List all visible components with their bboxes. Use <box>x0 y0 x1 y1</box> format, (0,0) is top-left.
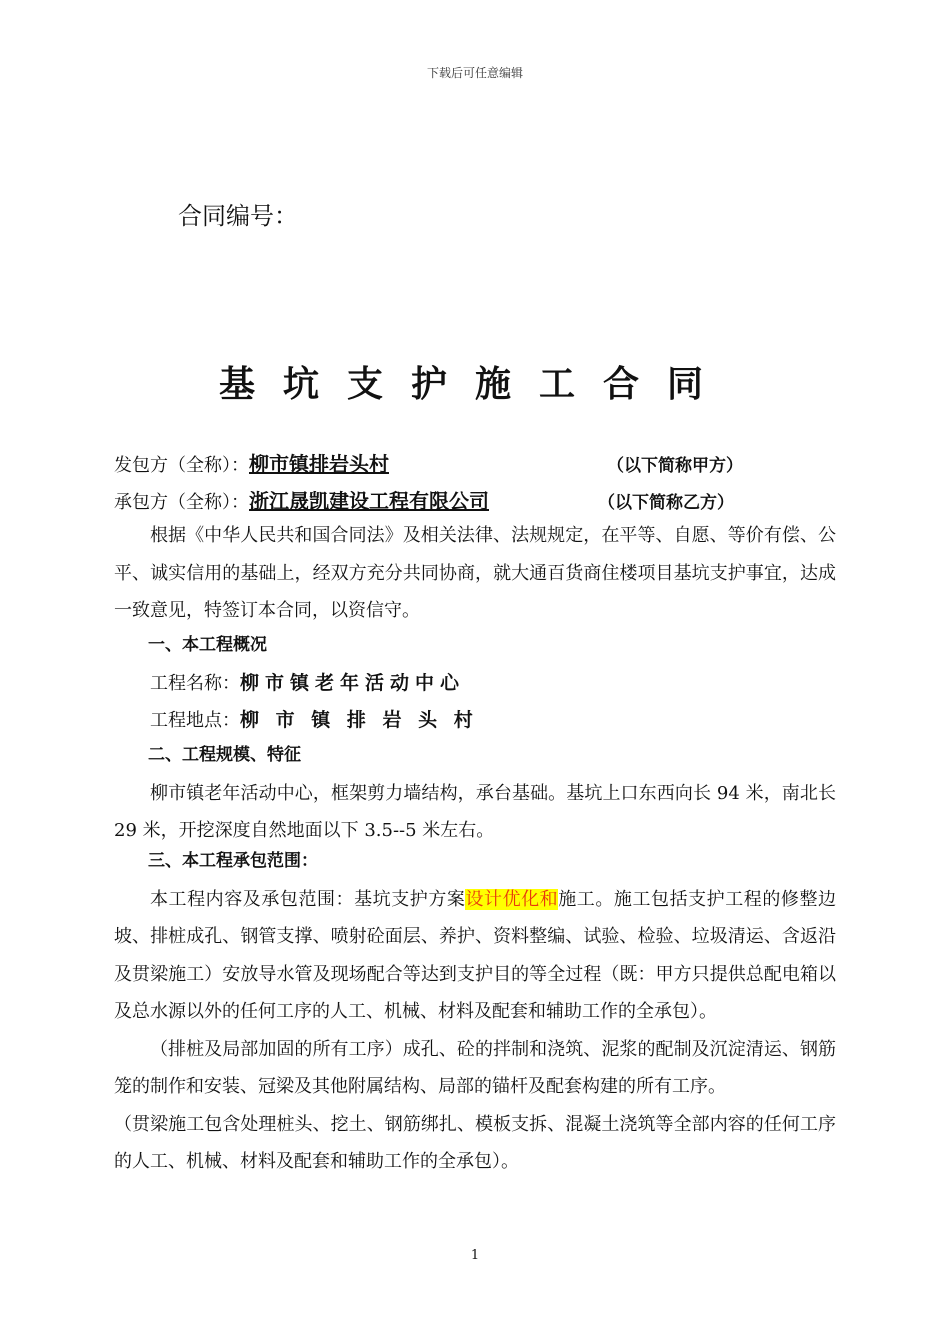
party-a-note: （以下简称甲方） <box>607 456 743 476</box>
section-3-paragraph-2: （排桩及局部加固的所有工序）成孔、砼的拌制和浇筑、泥浆的配制及沉淀清运、钢筋笼的制作和安装、冠梁及其他附属结构、局部的锚杆及配套构建的所有工序。 <box>114 1038 836 1097</box>
section-3-p1-text-rest: 施工。施工包括支护工程的修整边坡、排桩成孔、钢管支撑、喷射砼面层、养护、资料整编、试验、检验、垃圾清运、含返沿及贯梁施工）安放导水管及现场配合等达到支护目的等全过程（既：甲方只提供总配电箱以及总水源以外的任何工序的人工、机械、材料及配套和辅助工作的全承包）。 <box>114 888 837 1022</box>
party-b-value: 浙江晟凯建设工程有限公司 <box>249 489 489 513</box>
section-1-heading: 一、本工程概况 <box>148 635 267 655</box>
project-name-row <box>114 665 836 703</box>
section-2 <box>114 737 836 850</box>
section-3-heading: 三、本工程承包范围： <box>148 851 318 871</box>
section-3 <box>114 843 836 1181</box>
project-location-label: 工程地点： <box>150 710 240 731</box>
intro-paragraph <box>114 517 836 630</box>
party-a <box>114 448 874 477</box>
section-3-p1-text: 本工程内容及承包范围：基坑支护方案 <box>150 888 466 910</box>
section-3-paragraph-3: （贯梁施工包含处理桩头、挖土、钢筋绑扎、模板支拆、混凝土浇筑等全部内容的任何工序的人工、机械、材料及配套和辅助工作的全承包）。 <box>114 1113 836 1172</box>
party-b-label: 承包方（全称）： <box>114 492 249 513</box>
section-2-text: 柳市镇老年活动中心，框架剪力墙结构，承台基础。基坑上口东西向长 94 米，南北长 29 米，开挖深度自然地面以下 3.5--5 米左右。 <box>114 782 836 841</box>
section-2-heading: 二、工程规模、特征 <box>148 745 301 765</box>
intro-text: 根据《中华人民共和国合同法》及相关法律、法规规定，在平等、自愿、等价有偿、公平、诚实信用的基础上，经双方充分共同协商，就大通百货商住楼项目基坑支护事宜，达成一致意见，特签订本合同，以资信守。 <box>114 525 836 621</box>
header-note: 下载后可任意编辑 <box>426 66 523 80</box>
party-a-label: 发包方（全称）： <box>114 455 249 476</box>
project-name-value: 柳市镇老年活动中心 <box>240 671 466 694</box>
contract-number-label: 合同编号： <box>178 202 298 230</box>
highlighted-text: 设计优化和 <box>465 888 559 910</box>
page-number: 1 <box>470 1248 480 1263</box>
project-location-value: 柳 市 镇 排 岩 头 村 <box>240 709 478 731</box>
party-b <box>114 485 874 514</box>
project-location-row <box>114 702 836 740</box>
section-1 <box>114 627 836 740</box>
project-name-label: 工程名称： <box>150 672 240 694</box>
section-3-paragraph-1 <box>114 881 836 1031</box>
page-title: 基坑支护施工合同 <box>218 364 731 405</box>
party-b-note: （以下简称乙方） <box>598 493 734 513</box>
party-a-value: 柳市镇排岩头村 <box>249 452 389 476</box>
